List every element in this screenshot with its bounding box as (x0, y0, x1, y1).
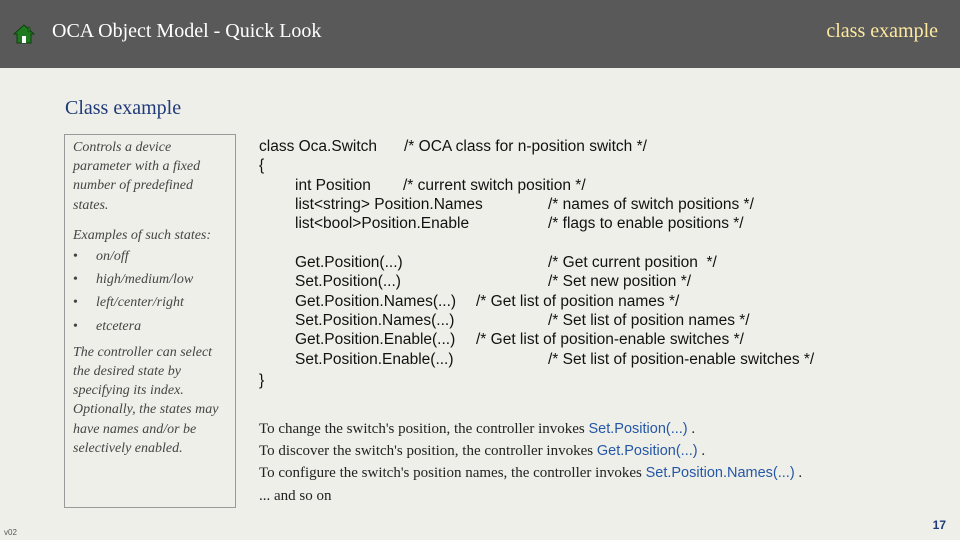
member-decl: list<string> Position.Names (295, 196, 483, 213)
class-comment: /* OCA class for n-position switch */ (404, 138, 647, 155)
method-decl: Get.Position.Names(...) (295, 293, 457, 310)
method-decl: Set.Position.Enable(...) (295, 351, 454, 368)
function-name: Get.Position(...) (596, 443, 698, 459)
sidebar-intro: Controls a device parameter with a fixed number of predefined states. (73, 140, 201, 213)
method-comment: /* Get list of position-enable switches */ (476, 331, 744, 348)
examples-list (73, 245, 231, 338)
bullet: • (73, 249, 78, 265)
class-declaration: class Oca.Switch (259, 138, 378, 155)
version-label: v02 (4, 528, 17, 537)
sidebar-examples-heading: Examples of such states: (73, 227, 212, 243)
header-section-label: class example (826, 20, 938, 42)
open-brace: { (259, 157, 265, 174)
bullet: • (73, 272, 78, 288)
slide-title: Class example (65, 97, 182, 119)
sidebar-description-box (64, 134, 236, 508)
member-comment: /* current switch position */ (403, 177, 586, 194)
list-item: • high/medium/low (73, 268, 231, 291)
function-name: Set.Position(...) (588, 421, 688, 437)
method-decl: Get.Position(...) (295, 254, 403, 271)
method-comment: /* Set new position */ (548, 273, 692, 290)
header-title: OCA Object Model - Quick Look (52, 20, 322, 42)
method-decl: Set.Position.Names(...) (295, 312, 455, 329)
method-comment: /* Set list of position-enable switches */ (548, 351, 815, 368)
page-number: 17 (932, 518, 946, 532)
member-comment: /* names of switch positions */ (548, 196, 754, 213)
list-item: • left/center/right (73, 291, 231, 314)
note-line: To discover the switch's position, the controller invokes Get.Position(...) . (259, 443, 706, 459)
close-brace: } (259, 372, 265, 389)
list-item: • on/off (73, 245, 231, 268)
note-line: To change the switch's position, the controller invokes Set.Position(...) . (259, 421, 696, 437)
method-comment: /* Get current position */ (548, 254, 717, 271)
note-line: ... and so on (259, 488, 332, 504)
list-item: • etcetera (73, 315, 231, 338)
method-comment: /* Set list of position names */ (548, 312, 750, 329)
note-line: To configure the switch's position names, the controller invokes Set.Position.Names(...) . (259, 465, 803, 481)
function-name: Set.Position.Names(...) (645, 465, 795, 481)
home-icon[interactable] (13, 23, 35, 45)
member-decl: int Position (295, 177, 371, 194)
method-comment: /* Get list of position names */ (476, 293, 680, 310)
member-comment: /* flags to enable positions */ (548, 215, 744, 232)
method-decl: Set.Position(...) (295, 273, 401, 290)
method-decl: Get.Position.Enable(...) (295, 331, 456, 348)
bullet: • (73, 318, 78, 334)
bullet: • (73, 295, 78, 311)
sidebar-closing: The controller can select the desired state by specifying its index. Optionally, the states may have names and/or be selectively enabled. (73, 344, 219, 456)
slide-header (0, 0, 960, 68)
member-decl: list<bool>Position.Enable (295, 215, 470, 232)
